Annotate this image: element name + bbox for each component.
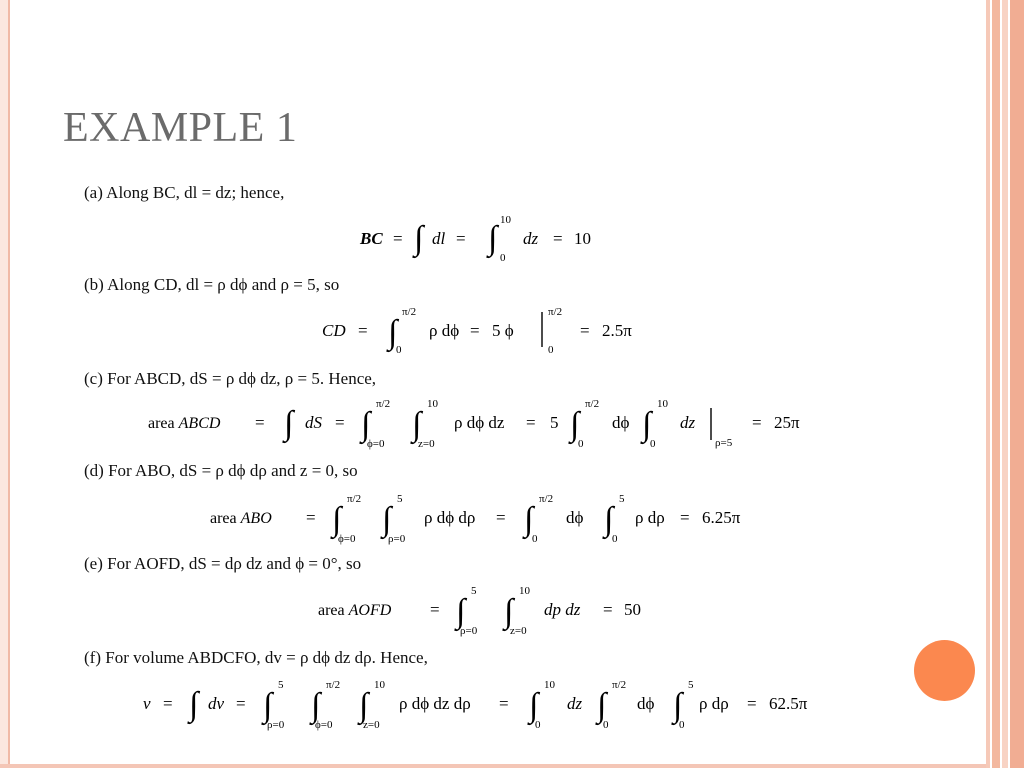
svg-text:ρ dρ: ρ dρ bbox=[635, 508, 665, 527]
item-e-label: (e) For AOFD, dS = dρ dz and ϕ = 0°, so bbox=[84, 554, 362, 573]
item-e-equation bbox=[318, 584, 658, 638]
item-c-equation bbox=[148, 398, 838, 452]
item-d-equation bbox=[210, 492, 790, 546]
svg-text:π/2: π/2 bbox=[612, 679, 627, 691]
svg-text:=: = bbox=[358, 321, 368, 340]
item-b-equation bbox=[322, 307, 652, 357]
item-b-label: (b) Along CD, dl = ρ dϕ and ρ = 5, so bbox=[84, 275, 340, 294]
equation-graphic bbox=[360, 215, 620, 265]
slide-title: EXAMPLE 1 bbox=[63, 105, 298, 151]
svg-text:10: 10 bbox=[500, 214, 511, 226]
svg-text:=: = bbox=[526, 413, 536, 432]
svg-text:dϕ: dϕ bbox=[566, 508, 584, 527]
svg-text:dϕ: dϕ bbox=[637, 694, 655, 713]
svg-text:∫: ∫ bbox=[388, 314, 398, 351]
svg-text:dl: dl bbox=[432, 229, 446, 248]
svg-text:∫: ∫ bbox=[332, 501, 342, 538]
equation-graphic bbox=[143, 677, 843, 733]
svg-text:ρ dϕ dρ: ρ dϕ dρ bbox=[424, 508, 476, 527]
decorative-rail bbox=[1002, 0, 1008, 768]
svg-text:π/2: π/2 bbox=[326, 679, 341, 691]
svg-text:10: 10 bbox=[657, 398, 668, 410]
svg-text:=: = bbox=[680, 508, 690, 527]
item-c-label: (c) For ABCD, dS = ρ dϕ dz, ρ = 5. Hence, bbox=[84, 369, 377, 388]
svg-text:0: 0 bbox=[603, 719, 609, 731]
svg-text:∫: ∫ bbox=[529, 687, 539, 724]
svg-text:∫: ∫ bbox=[382, 501, 392, 538]
svg-text:5: 5 bbox=[688, 679, 694, 691]
svg-text:ρ=0: ρ=0 bbox=[388, 533, 406, 545]
svg-text:dz: dz bbox=[680, 413, 696, 432]
svg-text:10: 10 bbox=[574, 229, 591, 248]
svg-text:∫: ∫ bbox=[597, 687, 607, 724]
svg-text:=: = bbox=[456, 229, 466, 248]
svg-text:=: = bbox=[499, 694, 509, 713]
equation-graphic bbox=[322, 307, 652, 357]
svg-text:z=0: z=0 bbox=[418, 438, 435, 450]
item-a-label: (a) Along BC, dl = dz; hence, bbox=[84, 183, 285, 202]
svg-text:∫: ∫ bbox=[359, 687, 369, 724]
equation-graphic bbox=[318, 584, 658, 638]
item-d-label: (d) For ABO, dS = ρ dϕ dρ and z = 0, so bbox=[84, 461, 358, 480]
svg-text:∫: ∫ bbox=[504, 593, 514, 630]
svg-text:∫: ∫ bbox=[361, 406, 371, 443]
svg-text:5 ϕ: 5 ϕ bbox=[492, 321, 514, 340]
decorative-rail bbox=[1010, 0, 1024, 768]
svg-text:π/2: π/2 bbox=[402, 306, 417, 318]
svg-text:∫: ∫ bbox=[456, 593, 466, 630]
item-a-equation bbox=[360, 215, 620, 265]
svg-text:∫: ∫ bbox=[263, 687, 273, 724]
svg-text:BC: BC bbox=[360, 229, 383, 248]
svg-text:z=0: z=0 bbox=[363, 719, 380, 731]
svg-text:area AOFD: area AOFD bbox=[318, 602, 392, 619]
svg-text:ϕ=0: ϕ=0 bbox=[338, 533, 356, 545]
svg-text:π/2: π/2 bbox=[585, 398, 600, 410]
equation-graphic bbox=[148, 398, 838, 452]
svg-text:∫: ∫ bbox=[414, 220, 424, 257]
svg-text:0: 0 bbox=[612, 533, 618, 545]
svg-text:10: 10 bbox=[374, 679, 385, 691]
equation-graphic bbox=[210, 492, 790, 546]
svg-text:=: = bbox=[580, 321, 590, 340]
svg-text:∫: ∫ bbox=[673, 687, 683, 724]
svg-text:=: = bbox=[470, 321, 480, 340]
svg-text:=: = bbox=[430, 600, 440, 619]
svg-text:=: = bbox=[603, 600, 613, 619]
svg-text:∫: ∫ bbox=[524, 501, 534, 538]
svg-text:dS: dS bbox=[305, 413, 322, 432]
svg-text:dϕ: dϕ bbox=[612, 413, 630, 432]
svg-text:=: = bbox=[747, 694, 757, 713]
svg-text:5: 5 bbox=[471, 585, 477, 597]
svg-text:ρ dϕ dz: ρ dϕ dz bbox=[454, 413, 505, 432]
svg-text:=: = bbox=[163, 694, 173, 713]
svg-text:area ABCD: area ABCD bbox=[148, 415, 221, 432]
svg-text:0: 0 bbox=[548, 344, 554, 356]
decorative-rail bbox=[992, 0, 1000, 768]
svg-text:5: 5 bbox=[397, 493, 403, 505]
svg-text:ρ dρ: ρ dρ bbox=[699, 694, 729, 713]
svg-text:∫: ∫ bbox=[604, 501, 614, 538]
svg-text:0: 0 bbox=[396, 344, 402, 356]
svg-text:ϕ=0: ϕ=0 bbox=[367, 438, 385, 450]
svg-text:dp dz: dp dz bbox=[544, 600, 581, 619]
svg-text:10: 10 bbox=[519, 585, 530, 597]
svg-text:∫: ∫ bbox=[284, 405, 294, 442]
svg-text:ρ dϕ dz dρ: ρ dϕ dz dρ bbox=[399, 694, 471, 713]
svg-text:∫: ∫ bbox=[311, 687, 321, 724]
svg-text:50: 50 bbox=[624, 600, 641, 619]
svg-text:62.5π: 62.5π bbox=[769, 694, 808, 713]
svg-text:∫: ∫ bbox=[570, 406, 580, 443]
svg-text:0: 0 bbox=[679, 719, 685, 731]
svg-text:dv: dv bbox=[208, 694, 225, 713]
svg-text:ρ=0: ρ=0 bbox=[460, 625, 478, 637]
svg-text:=: = bbox=[255, 413, 265, 432]
svg-text:z=0: z=0 bbox=[510, 625, 527, 637]
svg-text:0: 0 bbox=[650, 438, 656, 450]
svg-text:=: = bbox=[752, 413, 762, 432]
svg-text:dz: dz bbox=[523, 229, 539, 248]
svg-text:π/2: π/2 bbox=[376, 398, 391, 410]
svg-text:CD: CD bbox=[322, 321, 346, 340]
svg-text:∫: ∫ bbox=[488, 220, 498, 257]
svg-text:π/2: π/2 bbox=[539, 493, 554, 505]
svg-text:0: 0 bbox=[500, 252, 506, 264]
svg-text:=: = bbox=[306, 508, 316, 527]
svg-text:ρ=0: ρ=0 bbox=[267, 719, 285, 731]
svg-text:25π: 25π bbox=[774, 413, 800, 432]
svg-text:π/2: π/2 bbox=[548, 306, 563, 318]
svg-text:ϕ=0: ϕ=0 bbox=[315, 719, 333, 731]
svg-text:10: 10 bbox=[544, 679, 555, 691]
svg-text:0: 0 bbox=[578, 438, 584, 450]
svg-text:π/2: π/2 bbox=[347, 493, 362, 505]
item-f-label: (f) For volume ABDCFO, dv = ρ dϕ dz dρ. Hence, bbox=[84, 648, 428, 667]
svg-text:∫: ∫ bbox=[189, 686, 199, 723]
svg-text:∫: ∫ bbox=[412, 406, 422, 443]
svg-text:5: 5 bbox=[550, 413, 559, 432]
svg-text:5: 5 bbox=[619, 493, 625, 505]
svg-text:area ABO: area ABO bbox=[210, 510, 272, 527]
svg-text:dz: dz bbox=[567, 694, 583, 713]
item-f-equation bbox=[143, 677, 843, 733]
svg-text:=: = bbox=[236, 694, 246, 713]
svg-text:∫: ∫ bbox=[642, 406, 652, 443]
svg-text:2.5π: 2.5π bbox=[602, 321, 632, 340]
svg-text:ρ=5: ρ=5 bbox=[715, 437, 733, 449]
svg-text:6.25π: 6.25π bbox=[702, 508, 741, 527]
svg-text:ρ dϕ: ρ dϕ bbox=[429, 321, 460, 340]
decorative-rail bbox=[986, 0, 990, 768]
svg-text:=: = bbox=[335, 413, 345, 432]
svg-text:=: = bbox=[496, 508, 506, 527]
svg-text:v: v bbox=[143, 694, 151, 713]
svg-text:=: = bbox=[393, 229, 403, 248]
svg-text:=: = bbox=[553, 229, 563, 248]
svg-text:0: 0 bbox=[535, 719, 541, 731]
svg-text:10: 10 bbox=[427, 398, 438, 410]
svg-text:0: 0 bbox=[532, 533, 538, 545]
svg-text:5: 5 bbox=[278, 679, 284, 691]
